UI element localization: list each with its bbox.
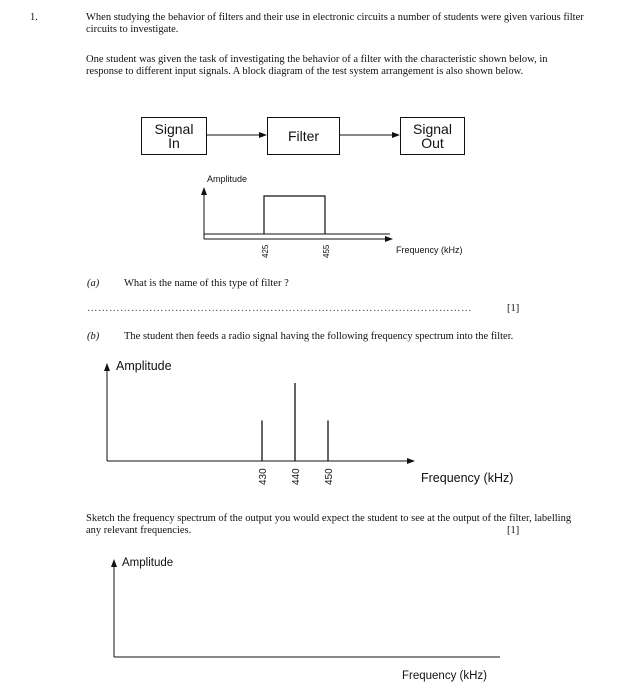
part-a-marks: [1] <box>507 303 520 314</box>
chart3-xlabel: Frequency (kHz) <box>402 670 487 682</box>
signal-out-line1: Signal <box>413 121 452 137</box>
part-b-question: The student then feeds a radio signal having the following frequency spectrum into the filter. <box>124 331 514 342</box>
intro-paragraph: When studying the behavior of filters and their use in electronic circuits a number of students were given various filter circuits to investigate. <box>86 12 584 35</box>
part-b-marks: [1] <box>507 525 520 536</box>
input-spectrum-chart <box>107 359 513 485</box>
spectrum-tick-430: 430 <box>258 468 269 485</box>
chart1-xlabel: Frequency (kHz) <box>396 245 463 255</box>
setup-paragraph: One student was given the task of investigating the behavior of a filter with the characteristic shown below, in response to different input signals. A block diagram of the test system arrangement is also shown below. <box>86 54 548 77</box>
part-b-label: (b) <box>87 331 100 342</box>
question-number: 1. <box>30 12 38 23</box>
part-a-question: What is the name of this type of filter ? <box>124 278 289 289</box>
filter-label: Filter <box>287 128 320 144</box>
part-a-answer-line[interactable]: …………………………………………………………………………………………… <box>87 303 472 314</box>
tick-455: 455 <box>322 244 331 258</box>
sketch-area[interactable] <box>114 562 500 657</box>
spectrum-tick-440: 440 <box>291 468 302 485</box>
chart3-ylabel: Amplitude <box>122 557 174 569</box>
sketch-prompt: Sketch the frequency spectrum of the output you would expect the student to see at the output of the filter, labelling any relevant frequencies. <box>86 513 572 536</box>
part-a-label: (a) <box>87 278 100 289</box>
signal-in-line1: Signal <box>154 121 194 137</box>
tick-425: 425 <box>261 244 270 258</box>
chart2-ylabel: Amplitude <box>116 359 172 373</box>
passband-curve <box>264 196 325 234</box>
spectrum-tick-450: 450 <box>324 468 335 485</box>
filter-characteristic-chart <box>204 174 463 258</box>
signal-in-line2: In <box>168 135 180 151</box>
chart1-ylabel: Amplitude <box>207 174 248 184</box>
chart2-xlabel: Frequency (kHz) <box>421 471 514 485</box>
signal-out-line2: Out <box>421 135 444 151</box>
